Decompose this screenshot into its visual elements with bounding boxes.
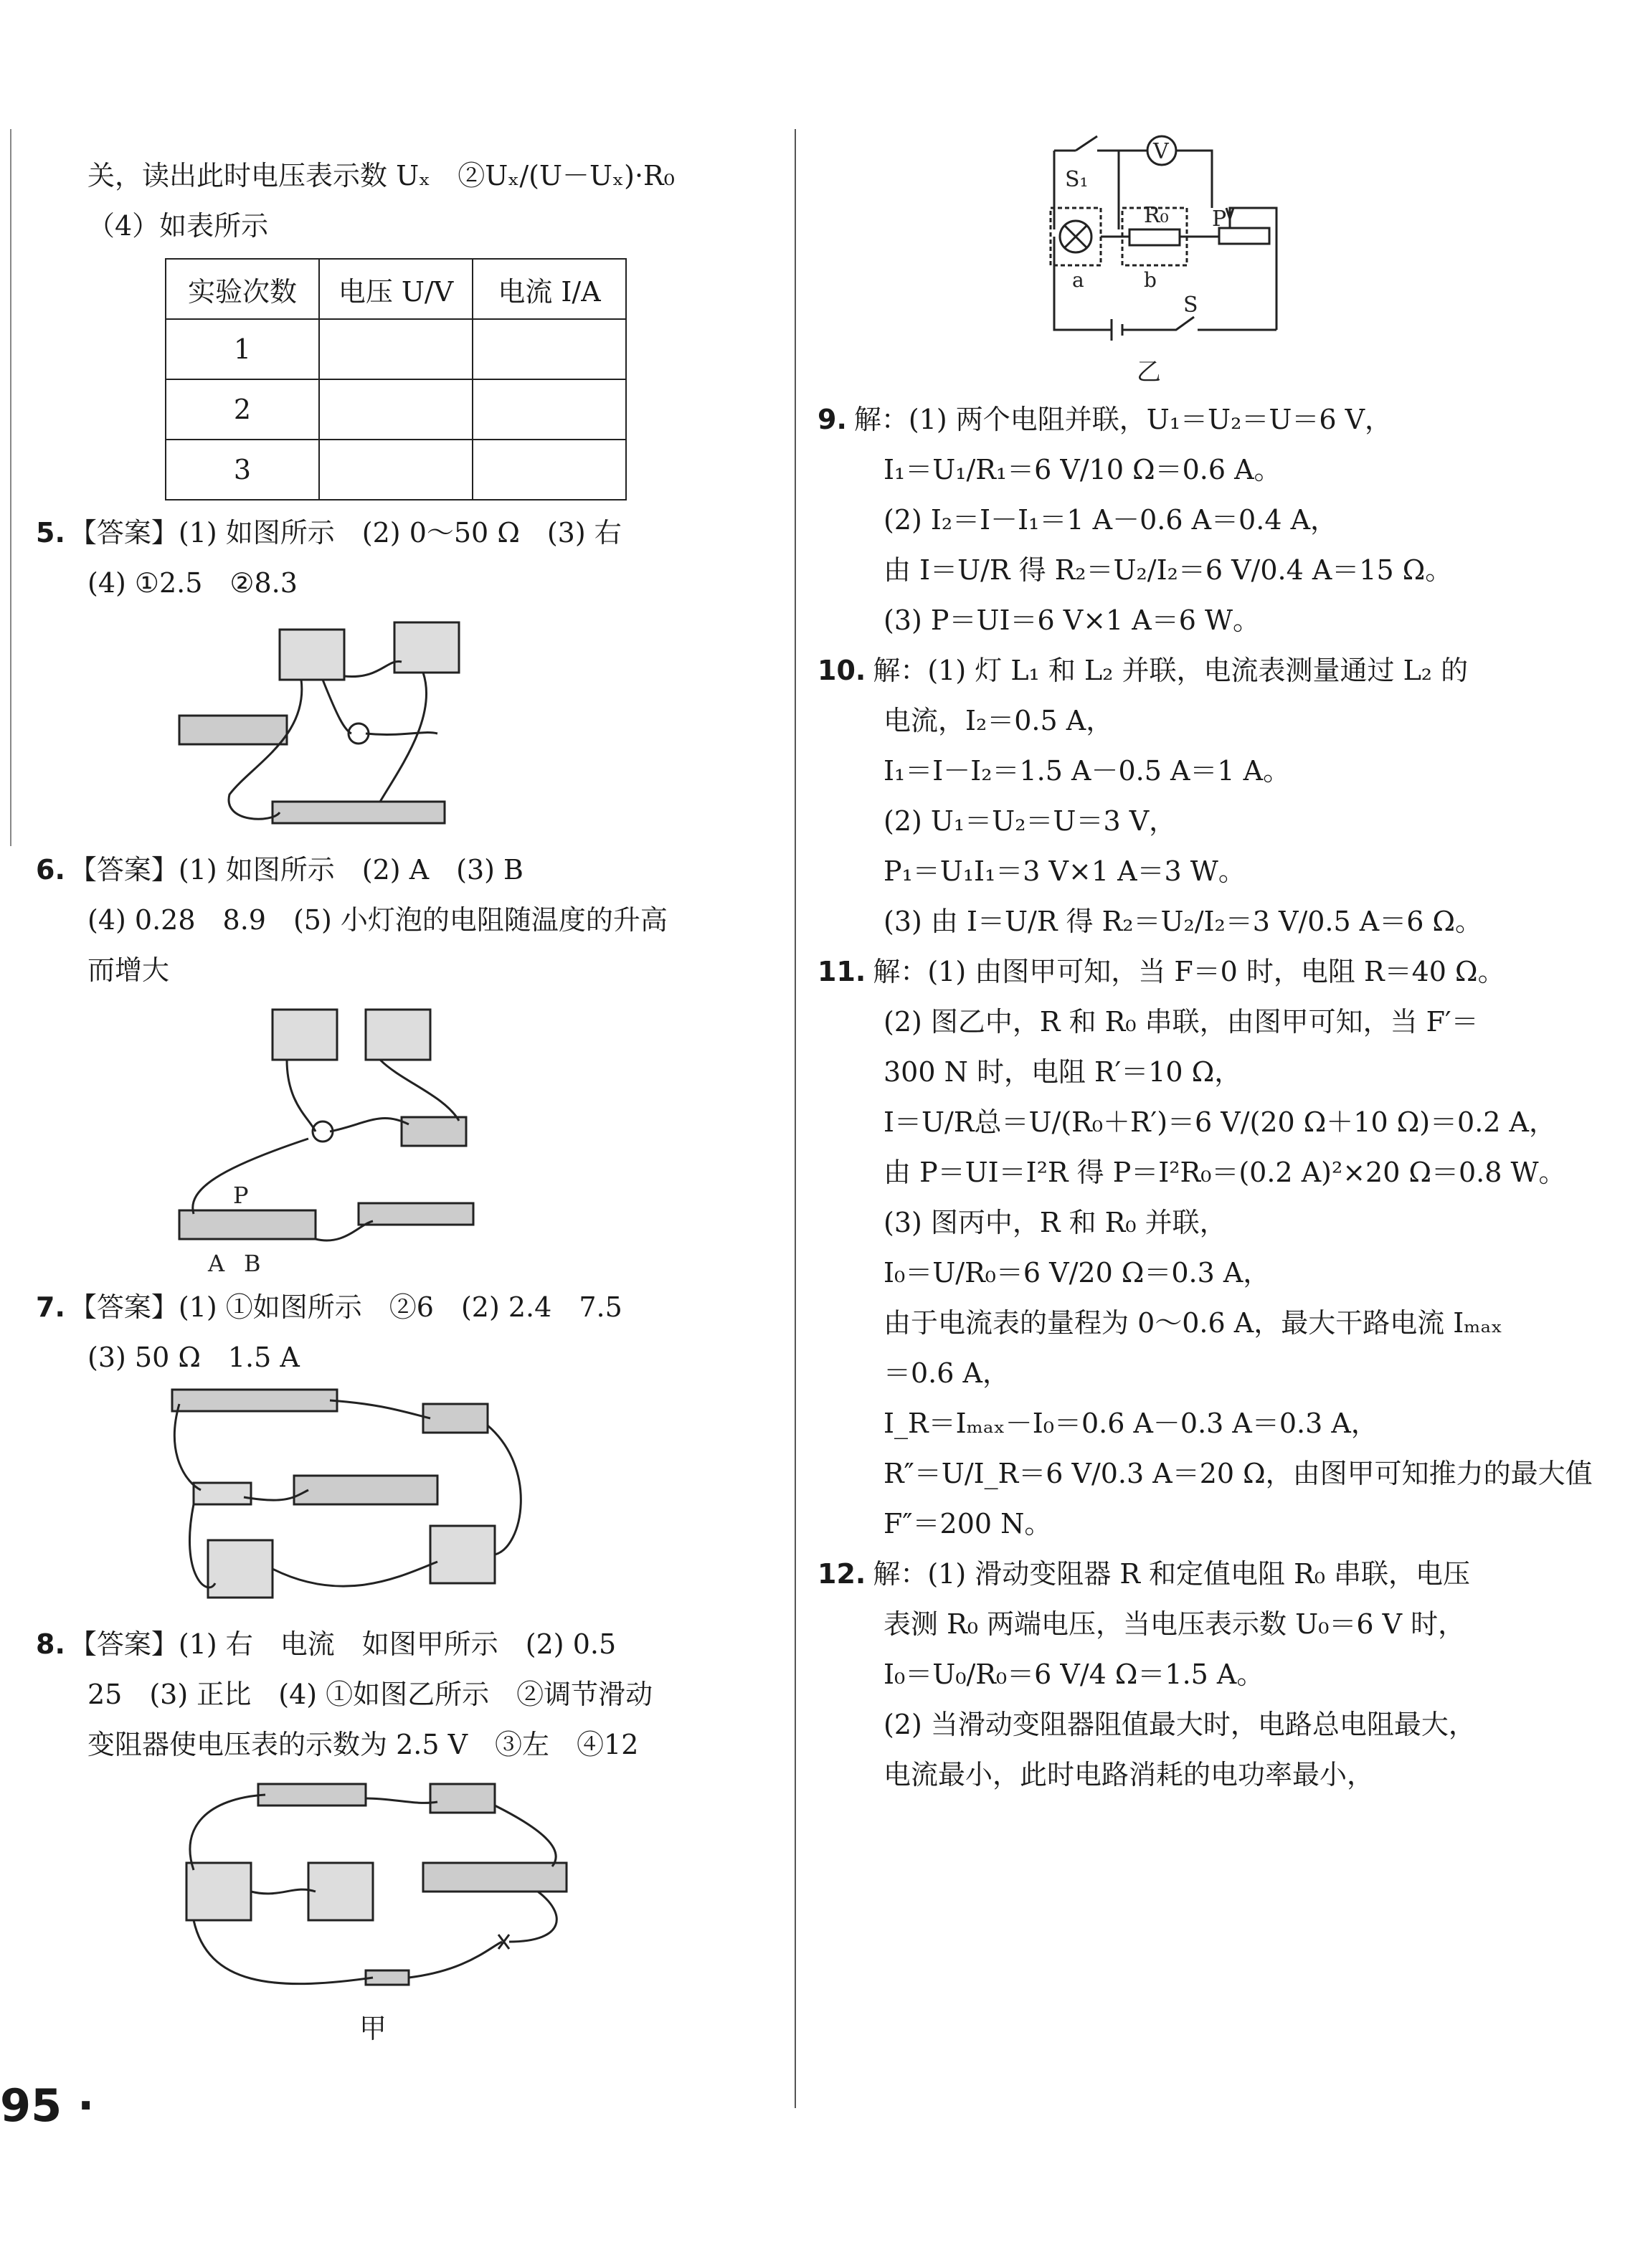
q11-line: F″＝200 N。 [883,1508,1052,1539]
q12-line: (2) 当滑动变阻器阻值最大时，电路总电阻最大， [883,1709,1476,1740]
q11-line: 300 N 时，电阻 R′＝10 Ω， [883,1056,1242,1088]
q6-text: 【答案】(1) 如图所示 (2) A (3) B [69,854,523,886]
q12-number: 12. [818,1558,866,1590]
label-a: a [1072,268,1084,292]
page-number: 95 · [0,2079,95,2132]
table-cell [319,440,473,500]
table-row [166,379,626,440]
q12-line: 电流最小，此时电路消耗的电功率最小， [883,1759,1375,1790]
q7-number: 7. [36,1291,65,1323]
table-header: 电流 I/A [473,259,626,319]
q11-line: I_R＝Iₘₐₓ－I₀＝0.6 A－0.3 A＝0.3 A， [883,1408,1378,1439]
q10-line: P₁＝U₁I₁＝3 V×1 A＝3 W。 [883,855,1246,887]
label-b: b [1144,268,1157,292]
label-r0: R₀ [1144,203,1169,228]
table-row [166,319,626,379]
q6-label-p: P [233,1182,249,1209]
label-v: V [1153,139,1169,164]
q9-text: 解：(1) 两个电阻并联，U₁＝U₂＝U＝6 V， [853,404,1393,435]
q5-circuit-figure [165,608,466,845]
table-header-row [166,259,626,319]
q10-line: 电流，I₂＝0.5 A， [883,705,1114,736]
q5-answer-line2: (4) ①2.5 ②8.3 [87,567,298,599]
table-cell: 2 [166,379,319,440]
q8-answer-line3: 变阻器使电压表的示数为 2.5 V ③左 ④12 [87,1729,639,1760]
table-cell: 1 [166,319,319,379]
q8-figure-caption: 甲 [359,2013,387,2044]
table-cell [319,379,473,440]
q5-answer-line1 [36,508,774,558]
q10-line: (2) U₁＝U₂＝U＝3 V， [883,805,1177,837]
diagram-caption-yi: 乙 [1137,358,1161,386]
q6-answer-line1 [36,845,774,895]
q8-answer-line2: 25 (3) 正比 (4) ①如图乙所示 ②调节滑动 [87,1679,653,1710]
q6-circuit-figure [165,995,509,1282]
q9-line: (2) I₂＝I－I₁＝1 A－0.6 A＝0.4 A， [883,504,1338,536]
q7-text: 【答案】(1) ①如图所示 ②6 (2) 2.4 7.5 [69,1291,622,1323]
q7-answer-line2: (3) 50 Ω 1.5 A [87,1342,300,1373]
q11-text: 解：(1) 由图甲可知，当 F＝0 时，电阻 R＝40 Ω。 [873,956,1505,987]
q5-text: 【答案】(1) 如图所示 (2) 0～50 Ω (3) 右 [69,517,622,549]
q11-line: ＝0.6 A， [883,1357,1010,1389]
q12-line [818,1549,1599,1599]
q9-number: 9. [818,404,847,435]
continued-line: 关，读出此时电压表示数 Uₓ ②Uₓ/(U－Uₓ)·R₀ [87,160,675,191]
left-column [36,129,774,2046]
q12-line: 表测 R₀ 两端电压，当电压表示数 U₀＝6 V 时， [883,1608,1466,1640]
q12-line: I₀＝U₀/R₀＝6 V/4 Ω＝1.5 A。 [883,1659,1264,1690]
label-p: P [1212,207,1227,232]
q6-number: 6. [36,854,65,886]
q11-line: R″＝U/I_R＝6 V/0.3 A＝20 Ω，由图甲可知推力的最大值 [883,1458,1593,1489]
q8-number: 8. [36,1628,65,1660]
right-column [818,129,1599,1800]
q10-line [818,645,1599,696]
q9-line: 由 I＝U/R 得 R₂＝U₂/I₂＝6 V/0.4 A＝15 Ω。 [883,554,1453,586]
q12-text: 解：(1) 滑动变阻器 R 和定值电阻 R₀ 串联，电压 [873,1558,1471,1590]
q8-text: 【答案】(1) 右 电流 如图甲所示 (2) 0.5 [69,1628,617,1660]
q6-label-a: A [208,1250,225,1277]
left-margin-rule [10,129,11,846]
q11-line [818,946,1599,997]
table-cell [473,379,626,440]
q4-table-intro: （4）如表所示 [87,210,269,242]
q8-circuit-figure-jia [165,1770,581,2006]
q11-line: I₀＝U/R₀＝6 V/20 Ω＝0.3 A， [883,1257,1271,1289]
q7-answer-line1 [36,1282,774,1332]
circuit-diagram-yi [1033,129,1334,394]
q11-number: 11. [818,956,866,987]
q6-answer-line2: (4) 0.28 8.9 (5) 小灯泡的电阻随温度的升高 [87,904,668,936]
q11-line: (3) 图丙中，R 和 R₀ 并联， [883,1207,1227,1238]
q11-line: I＝U/R总＝U/(R₀＋R′)＝6 V/(20 Ω＋10 Ω)＝0.2 A， [883,1106,1556,1138]
label-s1: S₁ [1065,167,1089,192]
q11-line: (2) 图乙中，R 和 R₀ 串联，由图甲可知，当 F′＝ [883,1006,1479,1038]
table-header: 电压 U/V [319,259,473,319]
data-table [165,258,627,500]
q10-number: 10. [818,655,866,686]
label-s: S [1183,293,1198,318]
table-header: 实验次数 [166,259,319,319]
table-row [166,440,626,500]
table-cell [473,440,626,500]
q8-answer-line1 [36,1619,774,1669]
table-cell [473,319,626,379]
q11-line: 由 P＝UI＝I²R 得 P＝I²R₀＝(0.2 A)²×20 Ω＝0.8 W。 [883,1157,1566,1188]
table-cell: 3 [166,440,319,500]
column-divider [795,129,796,2108]
q10-line: (3) 由 I＝U/R 得 R₂＝U₂/I₂＝3 V/0.5 A＝6 Ω。 [883,906,1482,937]
q9-line [818,394,1599,445]
q10-text: 解：(1) 灯 L₁ 和 L₂ 并联，电流表测量通过 L₂ 的 [873,655,1469,686]
q10-line: I₁＝I－I₂＝1.5 A－0.5 A＝1 A。 [883,755,1291,787]
q9-line: (3) P＝UI＝6 V×1 A＝6 W。 [883,604,1261,636]
q6-answer-line3: 而增大 [87,954,170,986]
q11-line: 由于电流表的量程为 0～0.6 A，最大干路电流 Iₘₐₓ [883,1307,1503,1339]
q9-line: I₁＝U₁/R₁＝6 V/10 Ω＝0.6 A。 [883,454,1281,485]
q7-circuit-figure [165,1382,567,1619]
q6-label-b: B [244,1250,261,1277]
q5-number: 5. [36,517,65,549]
table-cell [319,319,473,379]
